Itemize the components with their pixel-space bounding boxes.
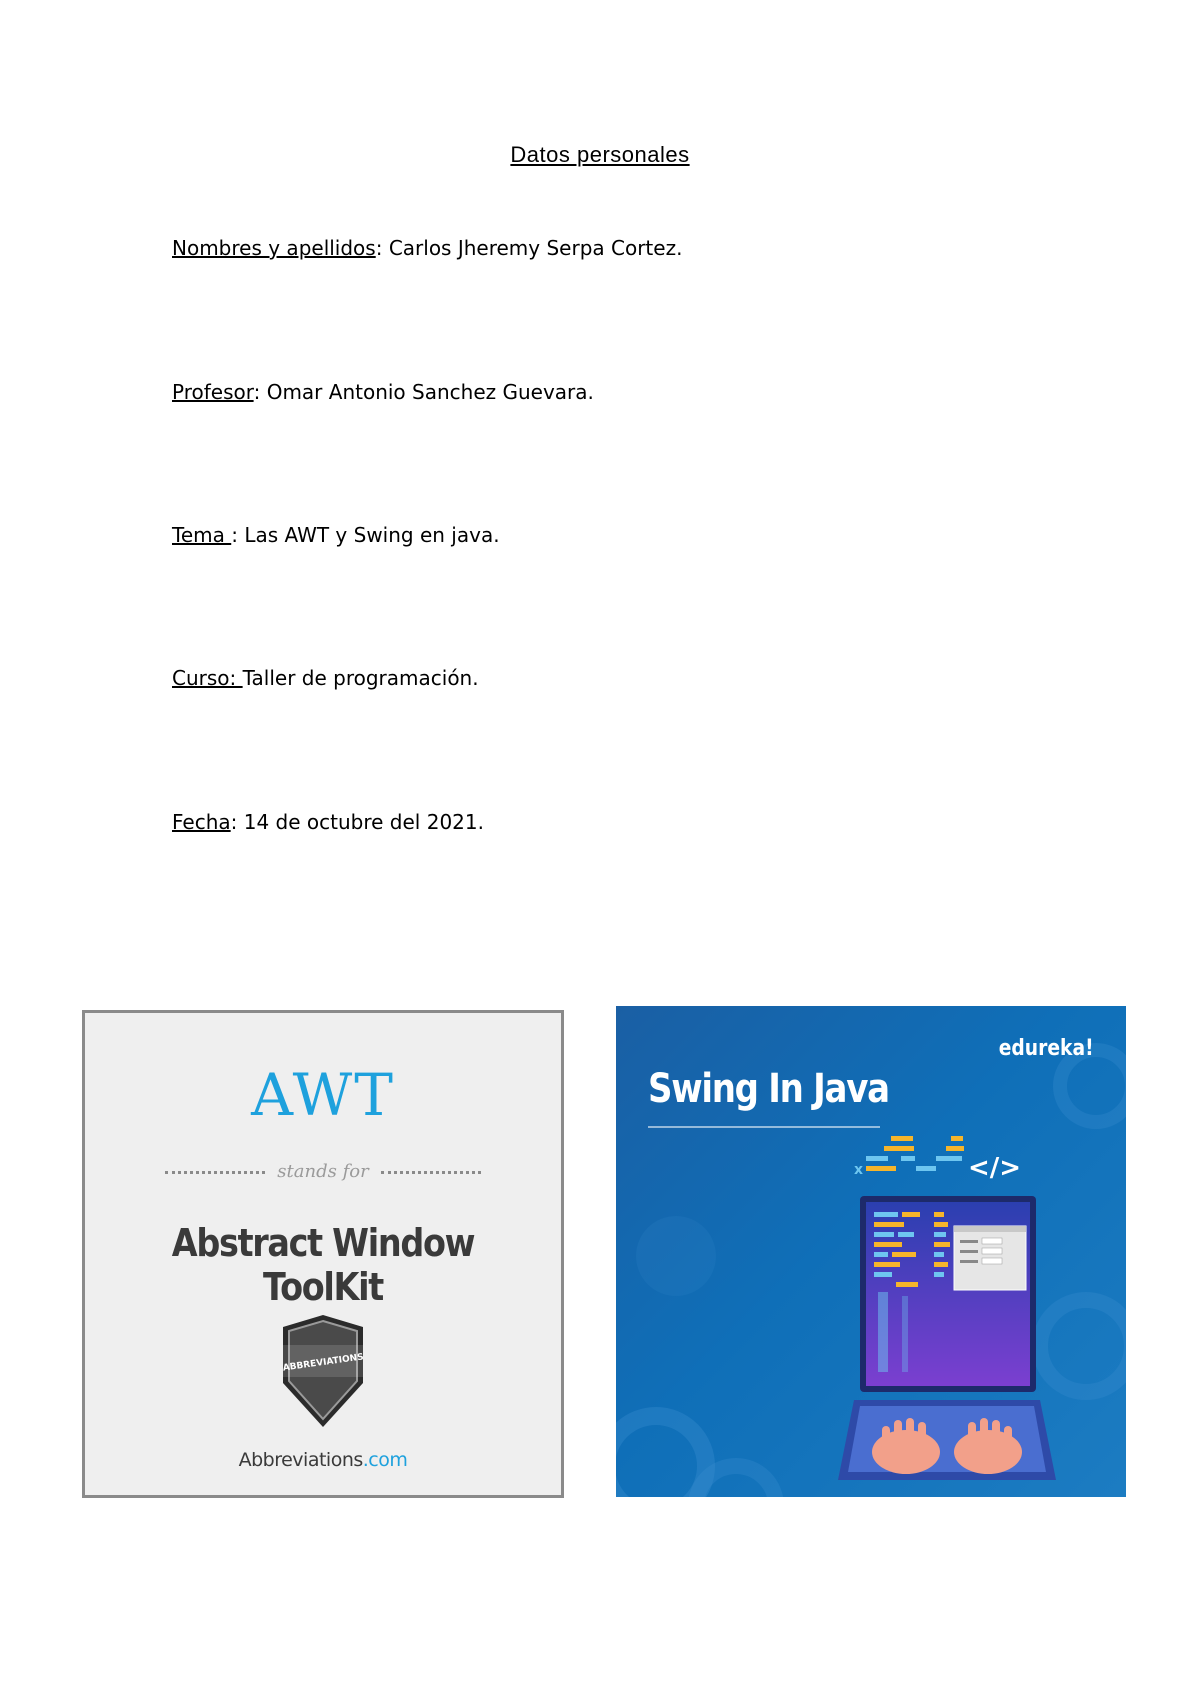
stands-for-text: stands for xyxy=(277,1161,369,1182)
dotted-divider xyxy=(381,1171,481,1174)
abbreviations-logo-icon xyxy=(281,1313,365,1429)
field-label: Tema xyxy=(172,523,232,547)
swing-title: Swing In Java xyxy=(648,1066,889,1112)
svg-text:x: x xyxy=(854,1162,864,1178)
brand-suffix: .com xyxy=(362,1449,408,1471)
dotted-divider xyxy=(165,1171,265,1174)
field-value: Taller de programación. xyxy=(242,666,479,690)
awt-stands-for xyxy=(85,1161,561,1182)
field-fecha xyxy=(172,810,484,834)
page-title: Datos personales xyxy=(510,142,690,167)
field-value: : Las AWT y Swing en java. xyxy=(231,523,500,547)
svg-text:ABBREVIATIONS: ABBREVIATIONS xyxy=(282,1352,365,1374)
field-value: : 14 de octubre del 2021. xyxy=(230,810,484,834)
field-profesor xyxy=(172,380,594,404)
swing-image xyxy=(616,1006,1126,1497)
edureka-logo: edureka! xyxy=(999,1036,1094,1061)
field-label: Nombres y apellidos xyxy=(172,236,376,260)
code-icon: </> xyxy=(968,1153,1022,1183)
field-label: Profesor xyxy=(172,380,254,404)
title-underline xyxy=(648,1126,880,1128)
awt-acronym: AWT xyxy=(251,1061,395,1129)
field-label: Curso: xyxy=(172,666,243,690)
field-label: Fecha xyxy=(172,810,231,834)
field-curso xyxy=(172,666,479,690)
brand-main: Abbreviations xyxy=(238,1449,363,1471)
awt-image xyxy=(82,1010,564,1498)
awt-full-name: Abstract Window ToolKit xyxy=(171,1221,475,1309)
field-value: : Carlos Jheremy Serpa Cortez. xyxy=(375,236,683,260)
field-tema xyxy=(172,523,500,547)
field-value: : Omar Antonio Sanchez Guevara. xyxy=(253,380,594,404)
field-nombres xyxy=(172,236,682,260)
abbreviations-brand xyxy=(85,1449,561,1471)
